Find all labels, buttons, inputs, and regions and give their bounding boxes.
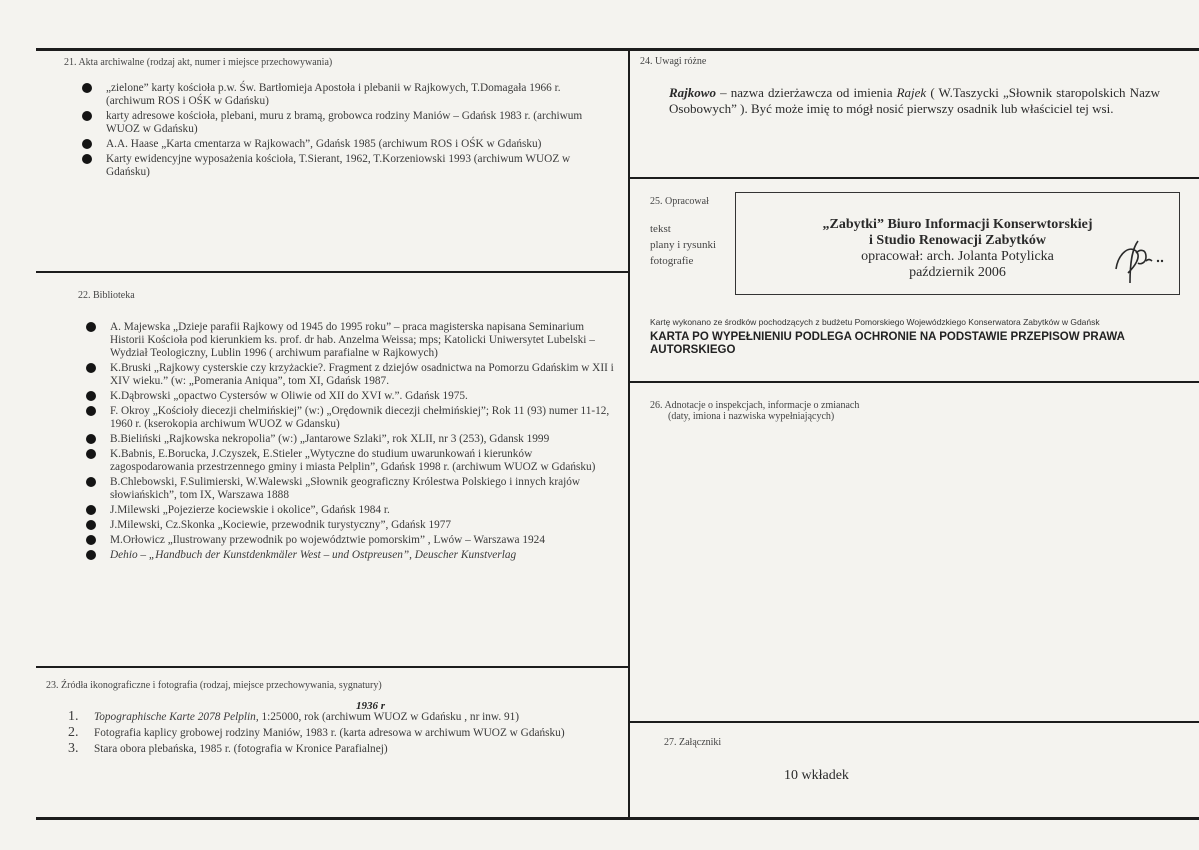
list-item: J.Milewski, Cz.Skonka „Kociewie, przewodnik turystyczny”, Gdańsk 1977 xyxy=(80,519,614,532)
bullet-icon xyxy=(82,111,92,121)
bullet-icon xyxy=(86,322,96,332)
copyright-notice: KARTA PO WYPEŁNIENIU PODLEGA OCHRONIE NA PODSTAWIE PRZEPISÓW PRAWA AUTORSKIEGO xyxy=(650,331,1125,356)
rule-25-26 xyxy=(630,381,1199,383)
signature-icon xyxy=(1108,233,1168,289)
handwritten-note: 1936 r xyxy=(356,700,386,712)
list-item: 2. Fotografia kaplicy grobowej rodziny Maniów, 1983 r. (karta adresowa w archiwum WUOZ w Gdańsku) xyxy=(68,725,565,740)
section-26-subtitle: (daty, imiona i nazwiska wypełniających) xyxy=(668,411,835,422)
rule-top xyxy=(36,48,1199,51)
list-item: F. Okroy „Kościoły diecezji chelmińskiej” (w:) „Orędownik diecezji chełmińskiej”; Rok 11 (93) numer 11-12, 1960 r. (kserokopia archiwum WUOZ w Gdansku) xyxy=(80,405,614,431)
bullet-icon xyxy=(86,434,96,444)
bullet-icon xyxy=(86,406,96,416)
rule-vertical xyxy=(628,48,630,820)
section-22-title: 22. Biblioteka xyxy=(78,290,135,301)
list-item: J.Milewski „Pojezierze kociewskie i okolice”, Gdańsk 1984 r. xyxy=(80,504,614,517)
org-name-line1: „Zabytki” Biuro Informacji Konserwtorskiej xyxy=(822,217,1093,232)
section-26-title: 26. Adnotacje o inspekcjach, informacje o zmianach xyxy=(650,400,860,411)
rule-21-22 xyxy=(36,271,628,273)
list-item: K.Dąbrowski „opactwo Cystersów w Oliwie od XII do XVI w.”. Gdańsk 1975. xyxy=(80,390,614,403)
list-item: B.Bieliński „Rajkowska nekropolia” (w:) „Jantarowe Szlaki”, rok XLII, nr 3 (253), Gdansk 1999 xyxy=(80,433,614,446)
bullet-icon xyxy=(86,477,96,487)
funding-note: Kartę wykonano ze środków pochodzących z budżetu Pomorskiego Wojewódzkiego Konserwatora Zabytków w Gdańsk xyxy=(650,317,1100,327)
rule-24-25 xyxy=(630,177,1199,179)
list-item: B.Chlebowski, F.Sulimierski, W.Walewski „Słownik geograficzny Królestwa Polskiego i innych krajów słowiańskich”, tom IX, Warszawa 1888 xyxy=(80,476,614,502)
list-item: M.Orłowicz „Ilustrowany przewodnik po województwie pomorskim” , Lwów – Warszawa 1924 xyxy=(80,534,614,547)
archive-list xyxy=(76,82,612,179)
section-23-title: 23. Źródła ikonograficzne i fotografia (rodzaj, miejsce przechowywania, sygnatury) xyxy=(46,680,382,691)
bullet-icon xyxy=(82,139,92,149)
section-22-library xyxy=(78,290,614,564)
list-item: Dehio – „Handbuch der Kunstdenkmäler West – und Ostpreusen”, Deuscher Kunstverlag xyxy=(80,549,614,562)
org-name-line2: i Studio Renowacji Zabytków xyxy=(869,233,1046,248)
section-24-remarks xyxy=(640,56,1160,117)
section-21-title: 21. Akta archiwalne (rodzaj akt, numer i miejsce przechowywania) xyxy=(64,57,333,68)
role-labels: tekst plany i rysunki fotografie xyxy=(650,223,716,267)
list-item: A. Majewska „Dzieje parafii Rajkowy od 1945 do 1995 roku” – praca magisterska napisana Seminarium Historii Kościoła pod kierunkiem ks. prof. dr hab. Anzelma Weissa; mps; Katolicki Uniwersytet Lubelski – Wydział Teologiczny, Lublin 1996 ( archiwum parafialne w Rajkowych) xyxy=(80,321,614,360)
section-27-title: 27. Załączniki xyxy=(664,737,722,748)
bullet-icon xyxy=(86,391,96,401)
section-24-title: 24. Uwagi różne xyxy=(640,56,707,67)
bullet-icon xyxy=(82,154,92,164)
iconography-list xyxy=(46,711,606,756)
rule-22-23 xyxy=(36,666,628,668)
author-name: opracował: arch. Jolanta Potylicka xyxy=(861,249,1054,264)
bullet-icon xyxy=(82,83,92,93)
bullet-icon xyxy=(86,505,96,515)
bullet-icon xyxy=(86,449,96,459)
bullet-icon xyxy=(86,520,96,530)
list-item: K.Babnis, E.Borucka, J.Czyszek, E.Stieler „Wytyczne do studium uwarunkowań i kierunków zagospodarowania przestrzennego gminy i miasta Pelplin”, Gdańsk 1998 r. (archiwum WUOZ w Gdańsku) xyxy=(80,448,614,474)
list-item: 1. Topographische Karte 2078 Pelplin, 1:25000, rok (archiwum WUOZ w Gdańsku , nr inw. 91) xyxy=(68,709,520,724)
section-25-title: 25. Opracował xyxy=(650,196,709,207)
bullet-icon xyxy=(86,535,96,545)
rule-bottom xyxy=(36,817,1199,820)
list-item: karty adresowe kościoła, plebani, muru z bramą, grobowca rodziny Maniów – Gdańsk 1983 r. (archiwum WUOZ w Gdańsku) xyxy=(76,110,612,136)
section-26-annotations xyxy=(650,400,1190,422)
prepared-date: październik 2006 xyxy=(909,265,1006,280)
author-stamp-box xyxy=(735,192,1180,295)
rule-26-27 xyxy=(630,721,1199,723)
section-27-attachments xyxy=(664,737,1184,784)
remarks-text: Rajkowo – nazwa dzierżawcza od imienia Rajek ( W.Taszycki „Słownik staropolskich Nazw Osobowych” ). Być może imię to mógł nosić pierwszy osadnik lub właściciel tej wsi. xyxy=(669,85,1161,116)
list-item: K.Bruski „Rajkowy cysterskie czy krzyżackie?. Fragment z dziejów osadnictwa na Pomorzu Gdańskim w XII i XIV wieku.” (w: „Pomerania Aniqua”, tom XI, Gdańsk 1987. xyxy=(80,362,614,388)
list-item: Karty ewidencyjne wyposażenia kościoła, T.Sierant, 1962, T.Korzeniowski 1993 (archiwum WUOZ w Gdańsku) xyxy=(76,153,612,179)
bullet-icon xyxy=(86,550,96,560)
list-item: „zielone” karty kościoła p.w. Św. Bartłomieja Apostoła i plebanii w Rajkowych, T.Domagała 1966 r. (archiwum ROS i OŚK w Gdańsku) xyxy=(76,82,612,108)
library-list xyxy=(80,321,614,562)
list-item: 3. Stara obora plebańska, 1985 r. (fotografia w Kronice Parafialnej) xyxy=(68,741,388,756)
attachments-value: 10 wkładek xyxy=(784,768,849,783)
section-21-archives xyxy=(64,57,612,181)
section-23-iconography xyxy=(46,680,606,759)
list-item: A.A. Haase „Karta cmentarza w Rajkowach”, Gdańsk 1985 (archiwum ROS i OŚK w Gdańsku) xyxy=(76,138,612,151)
bullet-icon xyxy=(86,363,96,373)
